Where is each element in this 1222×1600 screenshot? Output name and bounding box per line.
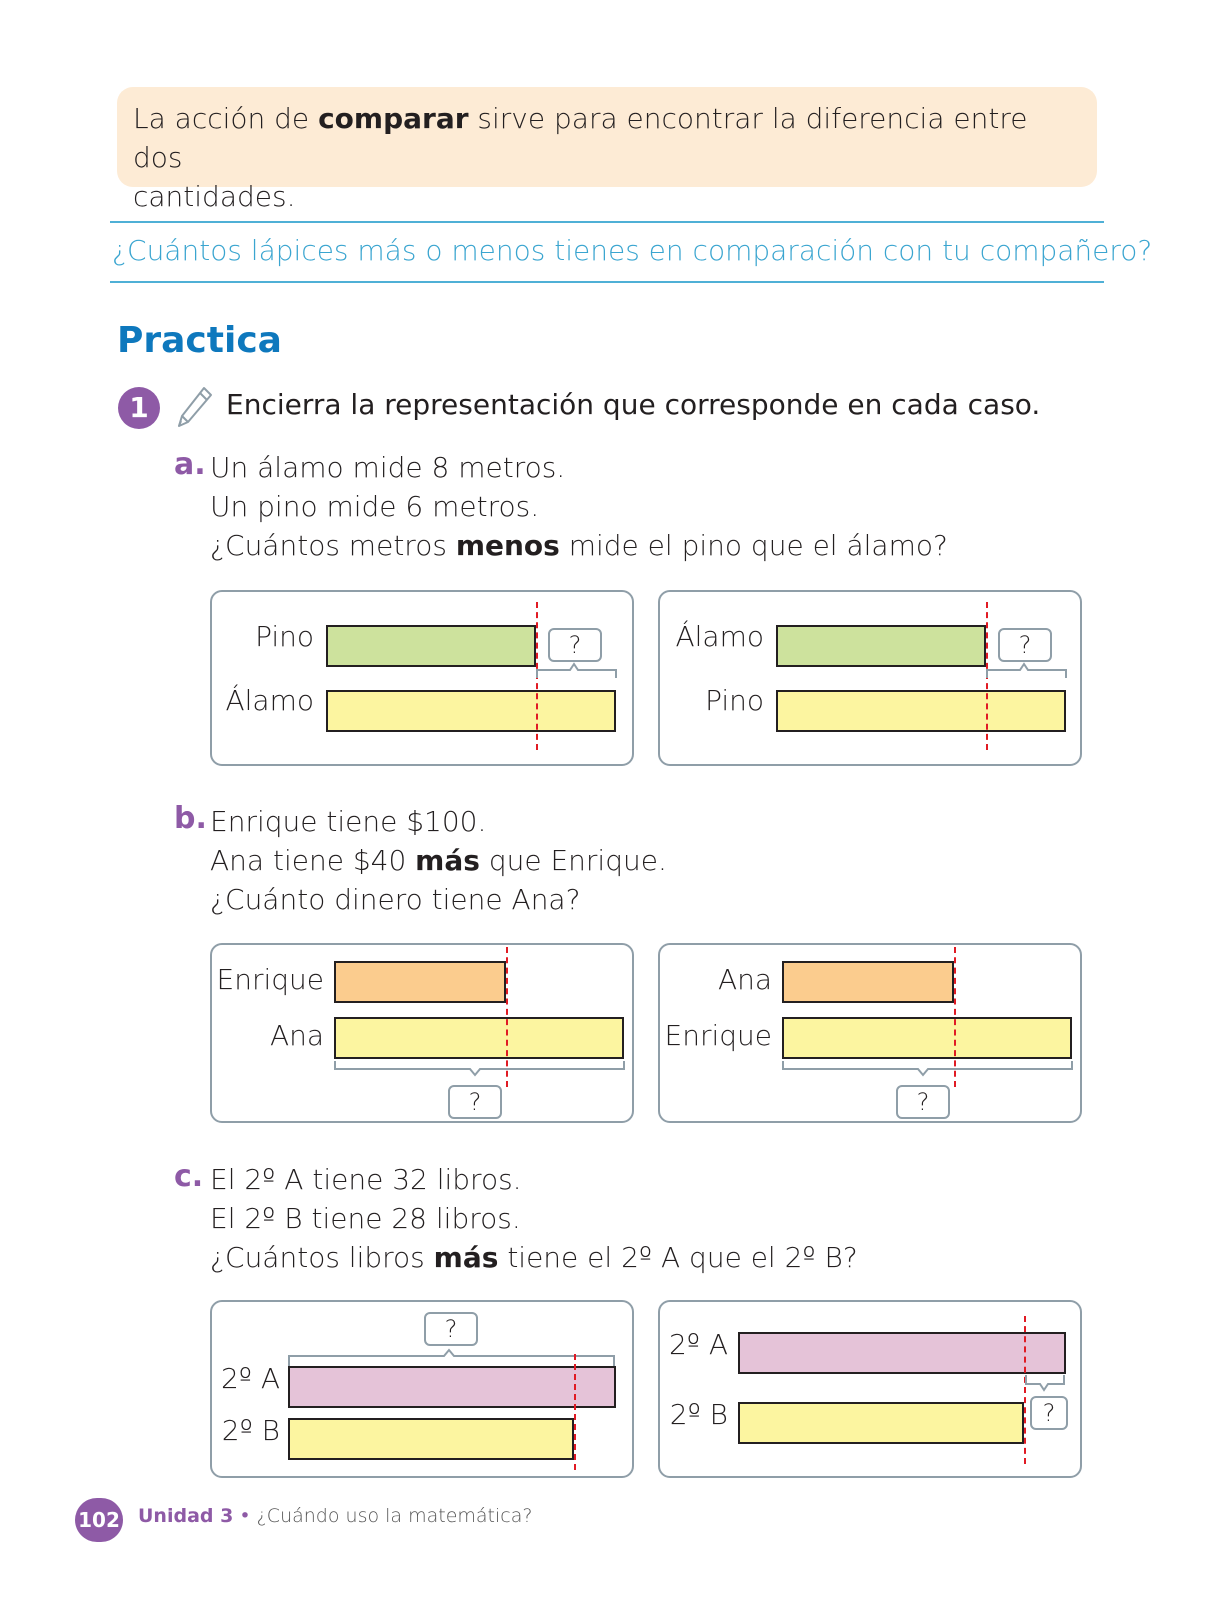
bar-2a <box>738 1332 1066 1374</box>
footer-subtitle: ¿Cuándo uso la matemática? <box>256 1505 533 1527</box>
bar-ana <box>782 961 954 1003</box>
info-text-bold: comparar <box>318 102 469 135</box>
bar-2b <box>738 1402 1024 1444</box>
problem-c-line2: El 2º B tiene 28 libros. <box>210 1202 521 1235</box>
question-bottom-rule <box>110 281 1104 283</box>
bar-alamo <box>776 625 986 667</box>
info-text-line2: cantidades. <box>133 180 296 213</box>
problem-c-option-left[interactable] <box>210 1300 634 1478</box>
problem-a-line3-post: mide el pino que el álamo? <box>559 529 948 562</box>
problem-a-line1: Un álamo mide 8 metros. <box>210 451 566 484</box>
bar-label: 2º A <box>220 1362 280 1395</box>
bar-label: 2º B <box>221 1414 280 1447</box>
question-box: ? <box>998 628 1052 662</box>
problem-c-text <box>210 1160 858 1277</box>
page-number-badge: 102 <box>75 1498 123 1542</box>
total-brace <box>782 1059 1074 1083</box>
pencil-icon <box>174 384 214 430</box>
bar-2a <box>288 1366 616 1408</box>
bar-label: Ana <box>269 1019 324 1052</box>
footer-unit: Unidad 3 <box>138 1505 234 1527</box>
bar-pino <box>776 690 1066 732</box>
problem-a-line3-bold: menos <box>455 529 560 562</box>
bar-label: 2º A <box>668 1328 728 1361</box>
info-text-pre: La acción de <box>133 102 319 135</box>
difference-marker <box>574 1354 576 1470</box>
section-title: Practica <box>117 320 282 361</box>
bar-2b <box>288 1418 574 1460</box>
problem-b-line3: ¿Cuánto dinero tiene Ana? <box>210 883 581 916</box>
problem-a-line2: Un pino mide 6 metros. <box>210 490 540 523</box>
problem-b-line2-bold: más <box>415 844 480 877</box>
problem-c-letter: c. <box>174 1159 204 1194</box>
question-box: ? <box>424 1312 478 1346</box>
problem-b-letter: b. <box>174 801 207 836</box>
problem-a-text <box>210 448 948 565</box>
question-box: ? <box>1030 1396 1068 1430</box>
problem-a-option-right[interactable] <box>658 590 1082 766</box>
total-brace <box>334 1059 626 1083</box>
bar-label: Enrique <box>664 1019 772 1052</box>
bar-pino <box>326 625 536 667</box>
question-top-rule <box>110 221 1104 223</box>
problem-a-line3-pre: ¿Cuántos metros <box>210 529 456 562</box>
bar-label: Ana <box>717 963 772 996</box>
bar-label: Enrique <box>216 963 324 996</box>
problem-b-option-left[interactable] <box>210 943 634 1123</box>
problem-c-line3-post: tiene el 2º A que el 2º B? <box>498 1241 858 1274</box>
bar-enrique <box>782 1017 1072 1059</box>
info-text-post: sirve para encontrar la diferencia entre dos <box>133 102 1028 174</box>
problem-b-line1: Enrique tiene $100. <box>210 805 487 838</box>
problem-b-option-right[interactable] <box>658 943 1082 1123</box>
info-box <box>117 87 1097 213</box>
bar-label: Álamo <box>675 620 764 653</box>
bar-label: 2º B <box>669 1398 728 1431</box>
exercise-instruction: Encierra la representación que corresponde en cada caso. <box>226 388 1041 421</box>
page-footer <box>138 1505 532 1527</box>
bar-label: Álamo <box>225 684 314 717</box>
discussion-question: ¿Cuántos lápices más o menos tienes en comparación con tu compañero? <box>112 234 1153 267</box>
footer-bullet: • <box>233 1505 257 1527</box>
question-box: ? <box>896 1085 950 1119</box>
problem-a-letter: a. <box>174 447 206 482</box>
question-box: ? <box>448 1085 502 1119</box>
problem-b-line2-pre: Ana tiene $40 <box>210 844 416 877</box>
problem-c-option-right[interactable] <box>658 1300 1082 1478</box>
problem-b-text <box>210 802 667 919</box>
bar-enrique <box>334 961 506 1003</box>
problem-c-line3-bold: más <box>433 1241 499 1274</box>
bar-label: Pino <box>705 684 764 717</box>
problem-c-line3-pre: ¿Cuántos libros <box>210 1241 434 1274</box>
bar-alamo <box>326 690 616 732</box>
bar-ana <box>334 1017 624 1059</box>
problem-b-line2-post: que Enrique. <box>479 844 667 877</box>
question-box: ? <box>548 628 602 662</box>
problem-a-option-left[interactable] <box>210 590 634 766</box>
problem-c-line1: El 2º A tiene 32 libros. <box>210 1163 522 1196</box>
bar-label: Pino <box>255 620 314 653</box>
exercise-number-badge: 1 <box>118 387 160 429</box>
